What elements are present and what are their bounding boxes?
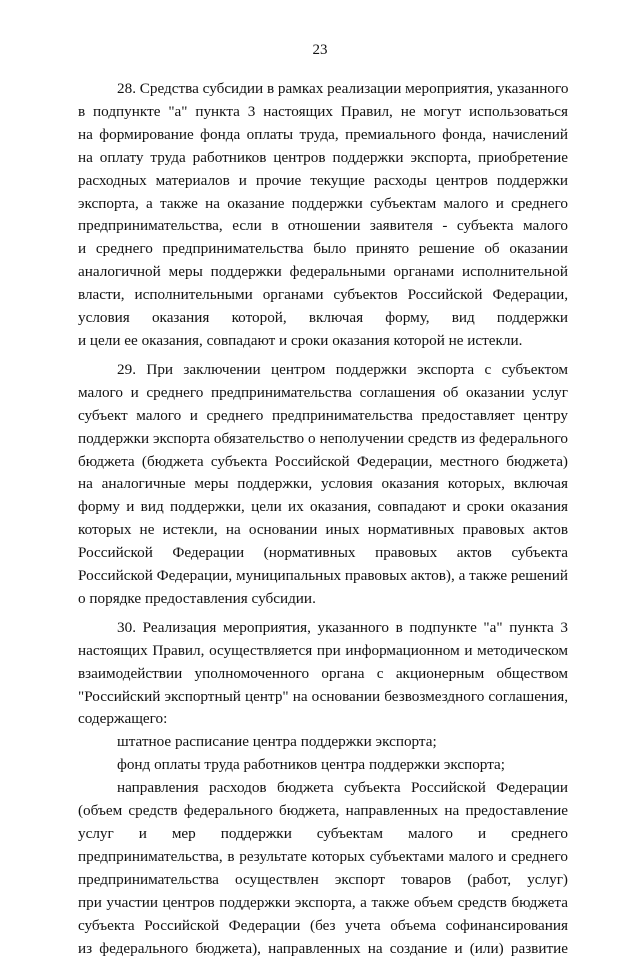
text-line: (объем средств федерального бюджета, направленных на предоставление [78, 802, 568, 820]
paragraph-28 [78, 78, 568, 353]
text-line: на формирование фонда оплаты труда, премиального фонда, начислений [78, 125, 568, 143]
text-line: субъекта Российской Федерации (без учета объема софинансирования [78, 916, 568, 934]
text-line: Российской Федерации (нормативных правовых актов субъекта [78, 544, 568, 562]
text-line: Российской Федерации, муниципальных правовых актов), а также решений [78, 567, 568, 585]
text-line: поддержки экспорта обязательство о неполучении средств из федерального [78, 429, 568, 447]
text-line: условия оказания которой, включая форму, вид поддержки [78, 309, 568, 327]
text-line: предпринимательства, в результате которых субъектами малого и среднего [78, 847, 568, 865]
text-line: которых не истекли, на основании иных нормативных правовых актов [78, 521, 568, 539]
text-line: из федерального бюджета), направленных на создание и (или) развитие [78, 939, 568, 957]
text-line: направления расходов бюджета субъекта Российской Федерации [117, 779, 568, 797]
text-line: на оплату труда работников центров поддержки экспорта, приобретение [78, 148, 568, 166]
text-line: субъект малого и среднего предпринимательства предоставляет центру [78, 406, 568, 424]
document-body [78, 78, 568, 960]
text-line: предпринимательства, если в отношении заявителя - субъекта малого [78, 217, 568, 235]
text-line: взаимодействии уполномоченного органа с акционерным обществом [78, 664, 568, 682]
text-line: на аналогичные меры поддержки, условия оказания которых, включая [78, 475, 568, 493]
text-line: настоящих Правил, осуществляется при информационном и методическом [78, 641, 568, 659]
text-line: малого и среднего предпринимательства соглашения об оказании услуг [78, 383, 568, 401]
text-line: фонд оплаты труда работников центра поддержки экспорта; [117, 756, 505, 774]
list-item-budget-directions [78, 777, 568, 960]
page-number: 23 [312, 42, 328, 58]
text-line: экспорта, а также на оказание поддержки субъектам малого и среднего [78, 194, 568, 212]
text-line: форму и вид поддержки, цели их оказания, совпадают и сроки оказания [78, 498, 568, 516]
text-line: 28. Средства субсидии в рамках реализации мероприятия, указанного [117, 80, 568, 97]
text-line: аналогичной меры поддержки федеральными органами исполнительной [78, 263, 568, 281]
text-line: 30. Реализация мероприятия, указанного в подпункте "а" пункта 3 [117, 618, 568, 636]
text-line: услуг и мер поддержки субъектам малого и среднего [78, 825, 568, 842]
paragraph-29 [78, 359, 568, 611]
paragraph-30 [78, 617, 568, 732]
text-line: в подпункте "а" пункта 3 настоящих Правил, не могут использоваться [78, 102, 568, 120]
text-line: содержащего: [78, 710, 168, 728]
text-line: штатное расписание центра поддержки экспорта; [117, 733, 437, 751]
text-line: "Российский экспортный центр" на основании безвозмездного соглашения, [78, 687, 568, 705]
text-line: власти, исполнительными органами субъектов Российской Федерации, [78, 286, 568, 304]
text-line: и среднего предпринимательства было принято решение об оказании [78, 240, 568, 258]
text-line: и цели ее оказания, совпадают и сроки оказания которой не истекли. [78, 331, 523, 349]
text-line: предпринимательства осуществлен экспорт товаров (работ, услуг) [78, 870, 568, 888]
list-item-staffing [78, 731, 568, 754]
text-line: о порядке предоставления субсидии. [78, 589, 316, 607]
text-line: бюджета (бюджета субъекта Российской Федерации, местного бюджета) [78, 452, 568, 470]
list-item-payroll-fund [78, 754, 568, 777]
text-line: при участии центров поддержки экспорта, а также объем средств бюджета [78, 893, 568, 911]
text-line: 29. При заключении центром поддержки экспорта с субъектом [117, 360, 568, 378]
text-line: расходных материалов и прочие текущие расходы центров поддержки [78, 171, 568, 189]
